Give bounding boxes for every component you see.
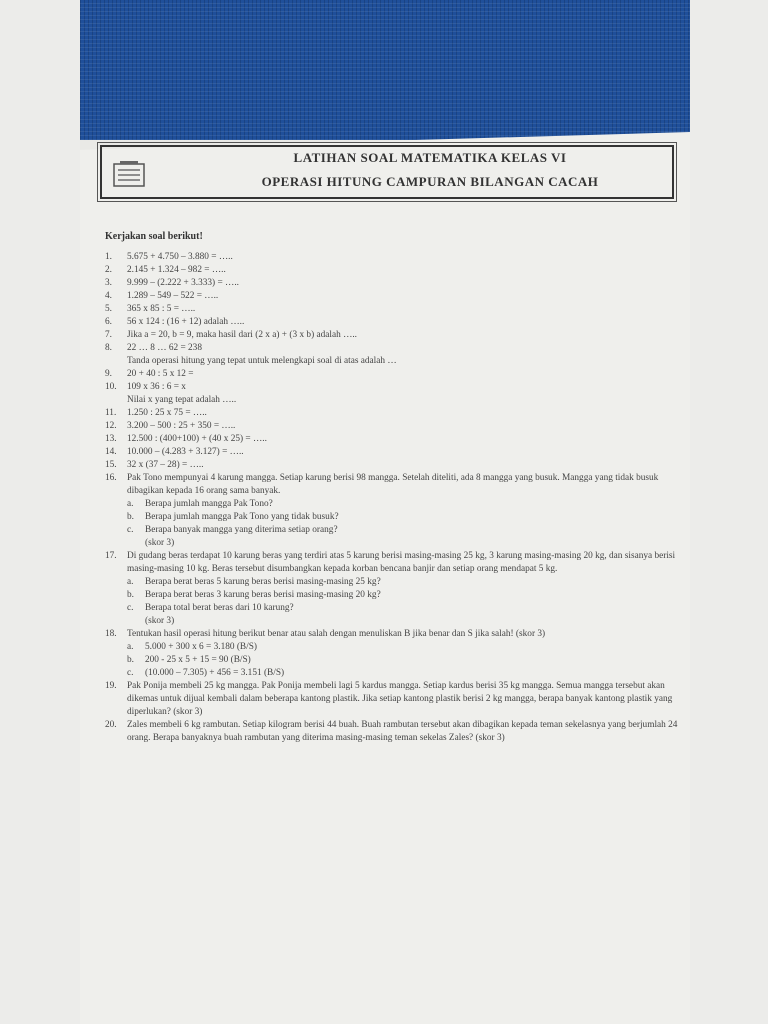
question-16b: b. Berapa jumlah mangga Pak Tono yang tidak busuk? — [127, 512, 339, 522]
worksheet-subtitle: OPERASI HITUNG CAMPURAN BILANGAN CACAH — [261, 174, 599, 189]
question-3: 3. 9.999 – (2.222 + 3.333) = ….. — [105, 278, 239, 288]
worksheet-title: LATIHAN SOAL MATEMATIKA KELAS VI — [293, 150, 567, 165]
question-18: 18. Tentukan hasil operasi hitung berikut benar atau salah dengan menuliskan B jika benar dan S jika salah! (skor 3) — [105, 629, 546, 639]
question-11: 11. 1.250 : 25 x 75 = ….. — [105, 408, 207, 418]
background-left — [0, 0, 80, 1024]
question-17: 17. Di gudang beras terdapat 10 karung beras yang terdiri atas 5 karung berisi masing-masing 25 kg, 3 karung masing-masing 20 kg, dan sisanya berisi masing-masing 10 kg. Beras tersebut disumbangkan kepada korban bencana banjir dan setiap orang mendapat 5 kg. — [105, 551, 676, 574]
question-5: 5. 365 x 85 : 5 = ….. — [105, 304, 196, 314]
question-10: 10. 109 x 36 : 6 = x — [105, 382, 186, 392]
question-8: 8. 22 … 8 … 62 = 238 — [105, 343, 202, 353]
instruction: Kerjakan soal berikut! — [105, 231, 203, 242]
question-1: 1. 5.675 + 4.750 – 3.880 = ….. — [105, 252, 233, 262]
school-logo-icon — [112, 160, 146, 190]
question-18c: c. (10.000 – 7.305) + 456 = 3.151 (B/S) — [127, 668, 285, 678]
question-17a: a. Berapa berat beras 5 karung beras berisi masing-masing 25 kg? — [127, 577, 381, 587]
question-16c: c. Berapa banyak mangga yang diterima setiap orang? — [127, 525, 338, 535]
question-20: 20. Zales membeli 6 kg rambutan. Setiap kilogram berisi 44 buah. Buah rambutan tersebut akan dibagikan kepada teman sekelasnya yang berjumlah 24 orang. Berapa banyaknya buah rambutan yang diterima masing-masing teman sekelas Zales? (skor 3) — [105, 720, 678, 743]
question-17-score: (skor 3) — [145, 616, 175, 626]
question-15: 15. 32 x (37 – 28) = ….. — [105, 460, 204, 470]
question-17c: c. Berapa total berat beras dari 10 karung? — [127, 603, 294, 613]
blue-fabric-background — [80, 0, 690, 140]
question-12: 12. 3.200 – 500 : 25 + 350 = ….. — [105, 421, 236, 431]
question-6: 6. 56 x 124 : (16 + 12) adalah ….. — [105, 317, 245, 327]
question-list — [105, 230, 680, 745]
question-18b: b. 200 - 25 x 5 + 15 = 90 (B/S) — [127, 655, 251, 665]
question-9: 9. 20 + 40 : 5 x 12 = — [105, 369, 194, 379]
question-10-continuation: Nilai x yang tepat adalah ….. — [127, 395, 237, 405]
question-17b: b. Berapa berat beras 3 karung beras berisi masing-masing 20 kg? — [127, 590, 381, 600]
question-13: 13. 12.500 : (400+100) + (40 x 25) = ….. — [105, 434, 267, 444]
background-right — [688, 0, 768, 1024]
question-18a: a. 5.000 + 300 x 6 = 3.180 (B/S) — [127, 642, 257, 652]
question-4: 4. 1.289 – 549 – 522 = ….. — [105, 291, 219, 301]
question-8-continuation: Tanda operasi hitung yang tepat untuk melengkapi soal di atas adalah … — [127, 356, 397, 366]
question-2: 2. 2.145 + 1.324 – 982 = ….. — [105, 265, 226, 275]
question-19: 19. Pak Ponija membeli 25 kg mangga. Pak Ponija membeli lagi 5 kardus mangga. Setiap kardus berisi 35 kg mangga. Semua mangga tersebut akan dikemas untuk dijual kembali dalam beberapa kantong plastik. Jika setiap kantong plastik berisi 2 kg mangga, berapa banyak kantong plastik yang diperlukan? (skor 3) — [105, 681, 673, 717]
question-16: 16. Pak Tono mempunyai 4 karung mangga. Setiap karung berisi 98 mangga. Setelah diteliti, ada 8 mangga yang busuk. Mangga yang tidak busuk dibagikan kepada 16 orang sama banyak. — [105, 473, 659, 496]
question-16a: a. Berapa jumlah mangga Pak Tono? — [127, 499, 273, 509]
question-16-score: (skor 3) — [145, 538, 175, 548]
question-7: 7. Jika a = 20, b = 9, maka hasil dari (2 x a) + (3 x b) adalah ….. — [105, 330, 358, 340]
question-14: 14. 10.000 – (4.283 + 3.127) = ….. — [105, 447, 244, 457]
